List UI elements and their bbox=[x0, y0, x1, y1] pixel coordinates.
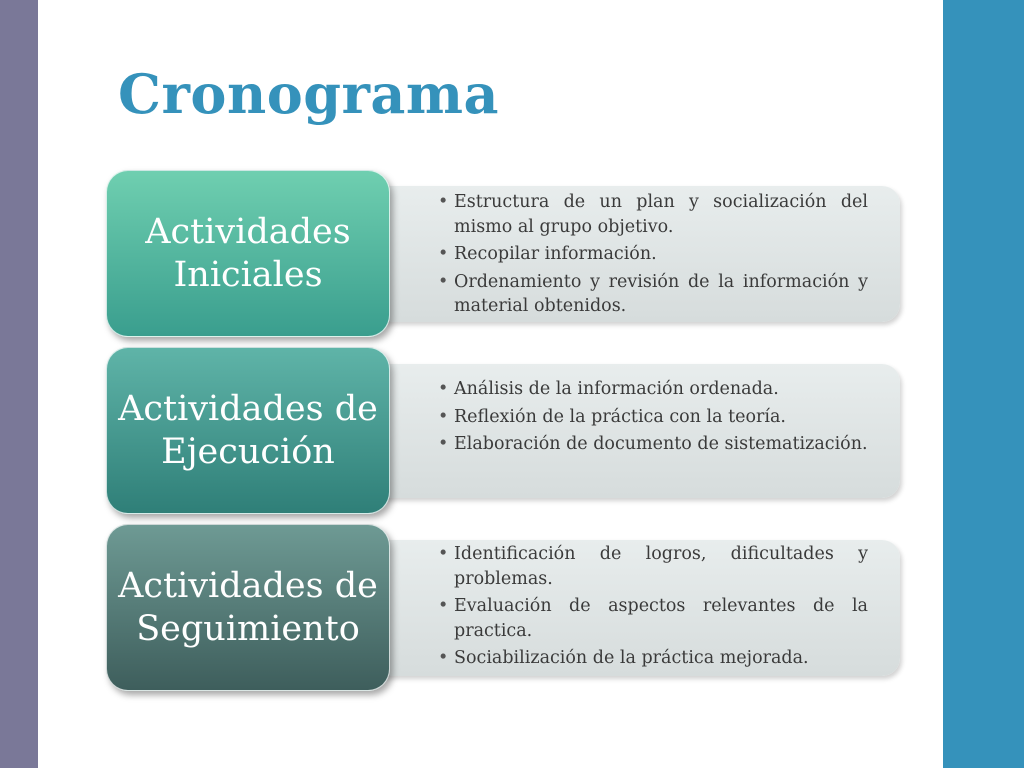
stage-2-item: • Elaboración de documento de sistematización. bbox=[438, 432, 868, 457]
stage-3-list bbox=[438, 542, 868, 674]
stage-2-label: Actividades de Ejecución bbox=[118, 388, 378, 472]
stage-3-item: • Sociabilización de la práctica mejorada. bbox=[438, 646, 868, 671]
stage-1-panel bbox=[360, 186, 900, 322]
stage-2-panel bbox=[360, 364, 900, 498]
stage-3-panel bbox=[360, 540, 900, 676]
stage-2-item: • Análisis de la información ordenada. bbox=[438, 377, 868, 402]
stage-1-label: Actividades Iniciales bbox=[145, 211, 351, 295]
stage-3-box bbox=[106, 524, 390, 691]
stage-2-item: • Reflexión de la práctica con la teoría. bbox=[438, 405, 868, 430]
stage-1-item: • Recopilar información. bbox=[438, 242, 868, 267]
stage-3-item: • Identificación de logros, dificultades y problemas. bbox=[438, 542, 868, 591]
stage-3-item: • Evaluación de aspectos relevantes de la practica. bbox=[438, 594, 868, 643]
right-accent-bar bbox=[943, 0, 1024, 768]
slide-title: Cronograma bbox=[118, 62, 500, 126]
stage-3-label: Actividades de Seguimiento bbox=[118, 565, 378, 649]
stage-2-list bbox=[438, 377, 868, 460]
left-accent-bar bbox=[0, 0, 38, 768]
stage-1-item: • Estructura de un plan y socialización del mismo al grupo objetivo. bbox=[438, 190, 868, 239]
stage-1-list bbox=[438, 190, 868, 322]
stage-2-box bbox=[106, 347, 390, 514]
stage-1-box bbox=[106, 170, 390, 337]
stage-1-item: • Ordenamiento y revisión de la información y material obtenidos. bbox=[438, 270, 868, 319]
